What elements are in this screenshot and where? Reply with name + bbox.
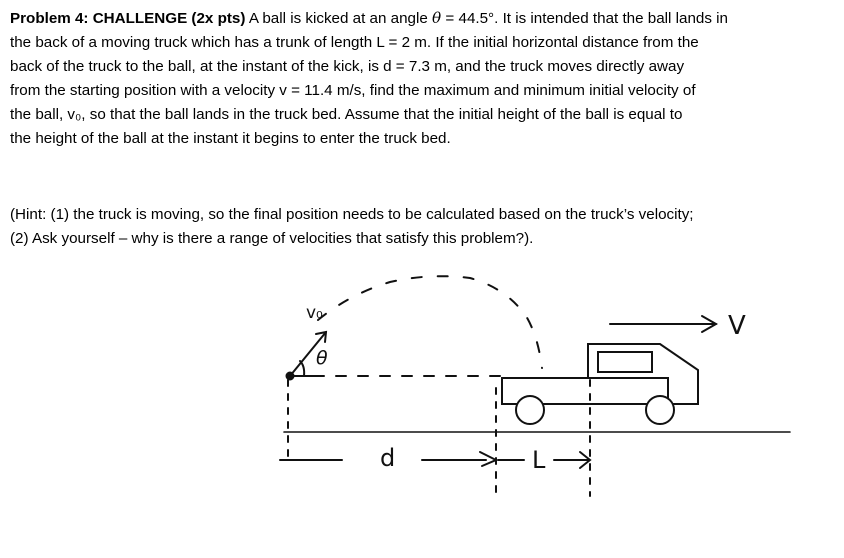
problem-line-5: the ball, v₀, so that the ball lands in the truck bed. Assume that the initial height of the ball is equal to xyxy=(10,106,683,123)
truck-rear-wheel xyxy=(516,396,544,424)
projectile-truck-diagram xyxy=(270,268,810,508)
theta-label: θ xyxy=(316,347,328,369)
problem-line-6: the height of the ball at the instant it begins to enter the truck bed. xyxy=(10,130,451,147)
d-label: d xyxy=(380,444,396,472)
problem-line-2: the back of a moving truck which has a trunk of length L = 2 m. If the initial horizontal distance from the xyxy=(10,34,699,51)
V-label: V xyxy=(728,311,746,341)
angle-arc xyxy=(300,361,304,376)
problem-line-4: from the starting position with a velocity v = 11.4 m/s, find the maximum and minimum initial velocity of xyxy=(10,82,696,99)
v0-label: v₀ xyxy=(306,303,323,323)
truck-window xyxy=(598,352,652,372)
theta-symbol: θ xyxy=(432,9,442,27)
L-label: L xyxy=(532,446,546,474)
hint-line-1: (Hint: (1) the truck is moving, so the final position needs to be calculated based on the truck’s velocity; xyxy=(10,206,694,223)
problem-line-3: back of the truck to the ball, at the instant of the kick, is d = 7.3 m, and the truck moves directly away xyxy=(10,58,685,75)
truck-front-wheel xyxy=(646,396,674,424)
problem-line-1: Problem 4: CHALLENGE (2x pts) A ball is kicked at an angle θ = 44.5°. It is intended that the ball lands in xyxy=(10,9,728,27)
hint-line-2: (2) Ask yourself – why is there a range of velocities that satisfy this problem?). xyxy=(10,230,534,247)
trajectory-arc xyxy=(318,276,542,368)
problem-label: Problem 4: CHALLENGE (2x pts) xyxy=(10,10,246,27)
hint-text xyxy=(10,203,836,251)
truck xyxy=(502,344,698,424)
problem-statement xyxy=(10,6,836,151)
